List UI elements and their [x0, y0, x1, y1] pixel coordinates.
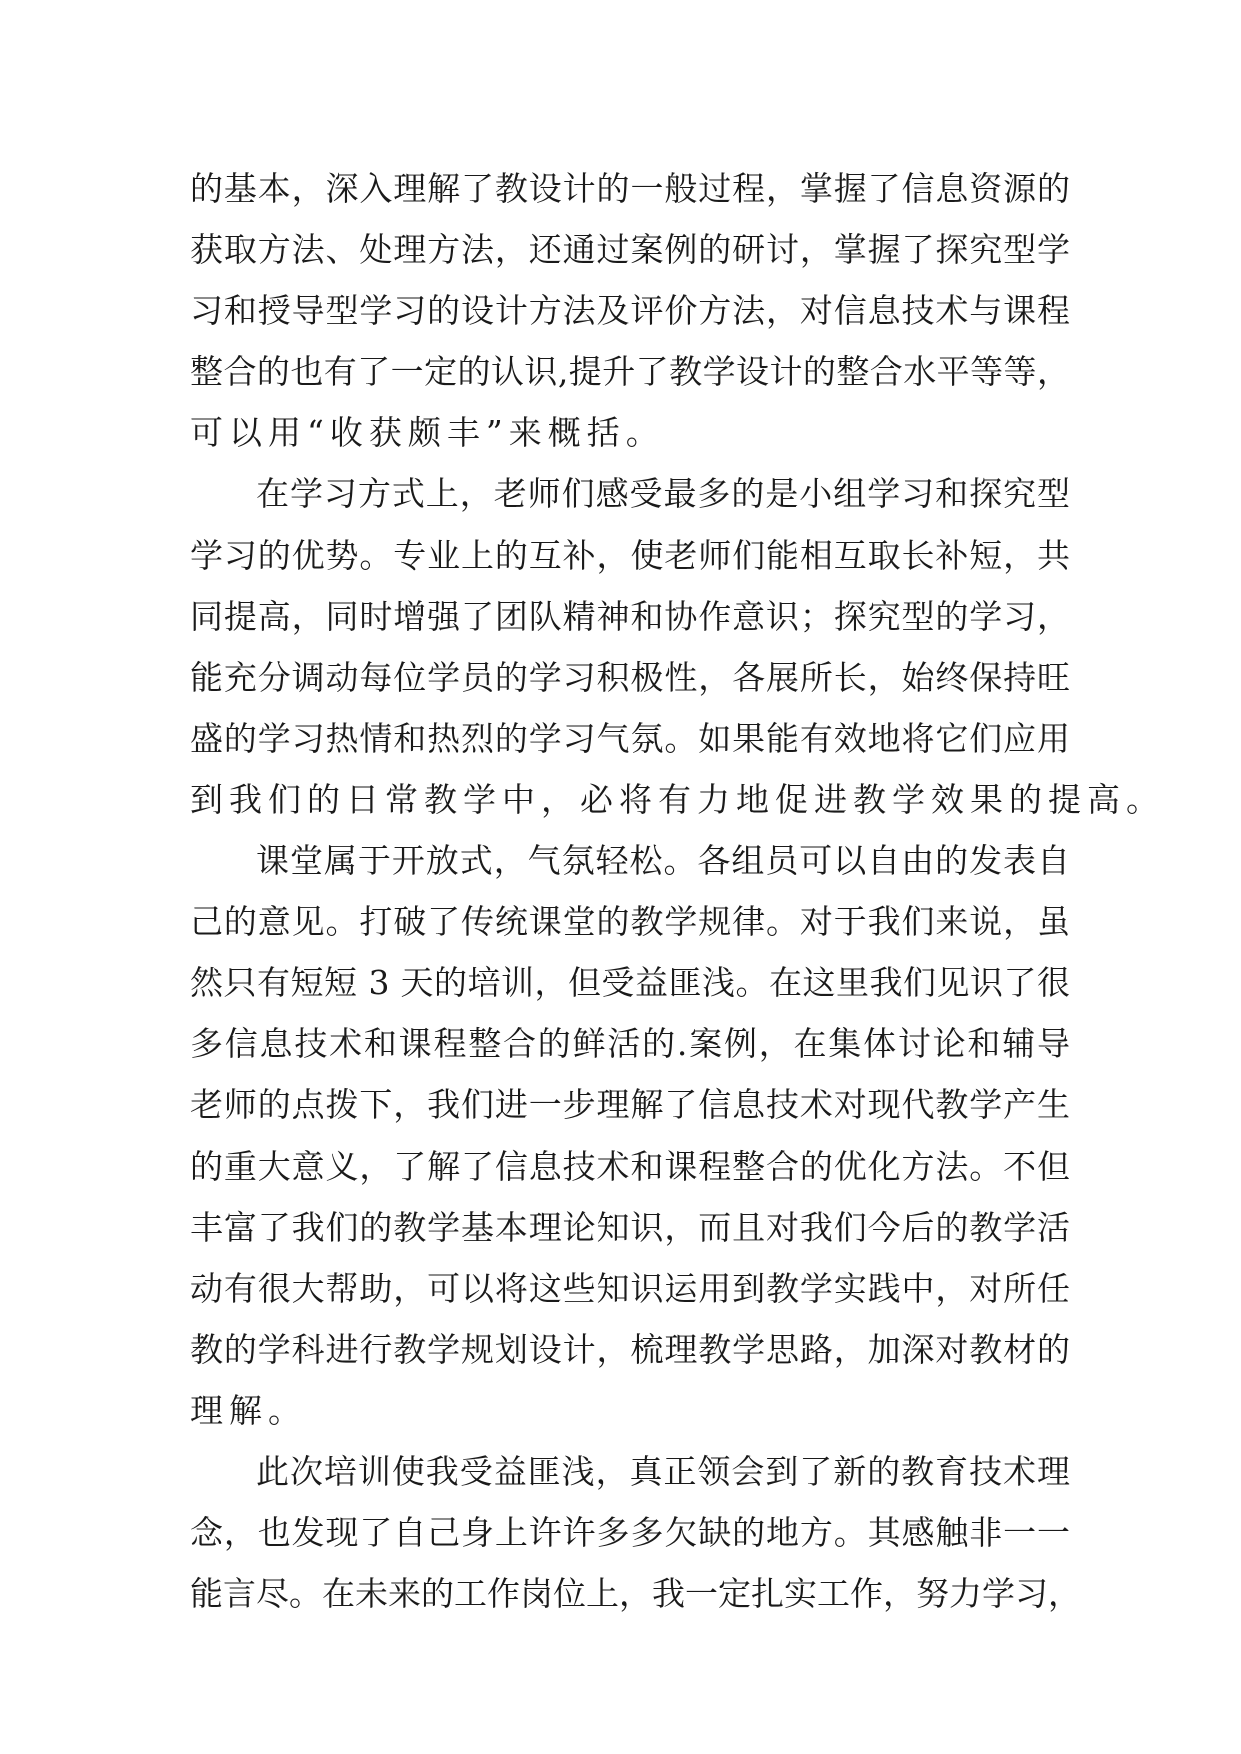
body-text	[190, 158, 1165, 1624]
text-line-22: 此次培训使我受益匪浅，真正领会到了新的教育技术理	[256, 1451, 1070, 1491]
text-line-18: 丰富了我们的教学基本理论知识，而且对我们今后的教学活	[190, 1207, 1070, 1247]
text-line-4: 整合的也有了一定的认识,提升了教学设计的整合水平等等，	[190, 352, 1070, 392]
text-line-23: 念，也发现了自己身上许许多多欠缺的地方。其感触非一一	[190, 1513, 1070, 1553]
text-line-9: 能充分调动每位学员的学习积极性，各展所长，始终保持旺	[190, 657, 1070, 697]
text-line-19: 动有很大帮助，可以将这些知识运用到教学实践中，对所任	[190, 1268, 1070, 1308]
text-line-6: 在学习方式上，老师们感受最多的是小组学习和探究型	[256, 474, 1070, 514]
text-line-12: 课堂属于开放式，气氛轻松。各组员可以自由的发表自	[256, 841, 1070, 881]
text-line-7: 学习的优势。专业上的互补，使老师们能相互取长补短，共	[190, 535, 1070, 575]
text-line-14: 然只有短短 3 天的培训，但受益匪浅。在这里我们见识了很	[190, 963, 1070, 1003]
text-line-8: 同提高，同时增强了团队精神和协作意识；探究型的学习，	[190, 596, 1070, 636]
text-line-17: 的重大意义，了解了信息技术和课程整合的优化方法。不但	[190, 1146, 1070, 1186]
text-line-16: 老师的点拨下，我们进一步理解了信息技术对现代教学产生	[190, 1085, 1070, 1125]
text-line-11: 到我们的日常教学中，必将有力地促进教学效果的提高。	[190, 779, 1165, 819]
text-line-10: 盛的学习热情和热烈的学习气氛。如果能有效地将它们应用	[190, 718, 1070, 758]
text-line-20: 教的学科进行教学规划设计，梳理教学思路，加深对教材的	[190, 1329, 1070, 1369]
text-line-24: 能言尽。在未来的工作岗位上，我一定扎实工作，努力学习，	[190, 1574, 1081, 1614]
text-line-3: 习和授导型学习的设计方法及评价方法，对信息技术与课程	[190, 291, 1070, 331]
text-line-15: 多信息技术和课程整合的鲜活的.案例，在集体讨论和辅导	[190, 1024, 1070, 1064]
text-line-13: 己的意见。打破了传统课堂的教学规律。对于我们来说，虽	[190, 902, 1070, 942]
text-line-2: 获取方法、处理方法，还通过案例的研讨，掌握了探究型学	[190, 230, 1070, 270]
text-line-5: 可以用“收获颇丰”来概括。	[190, 413, 665, 453]
text-line-1: 的基本，深入理解了教设计的一般过程，掌握了信息资源的	[190, 169, 1070, 208]
text-line-21: 理解。	[190, 1390, 307, 1430]
